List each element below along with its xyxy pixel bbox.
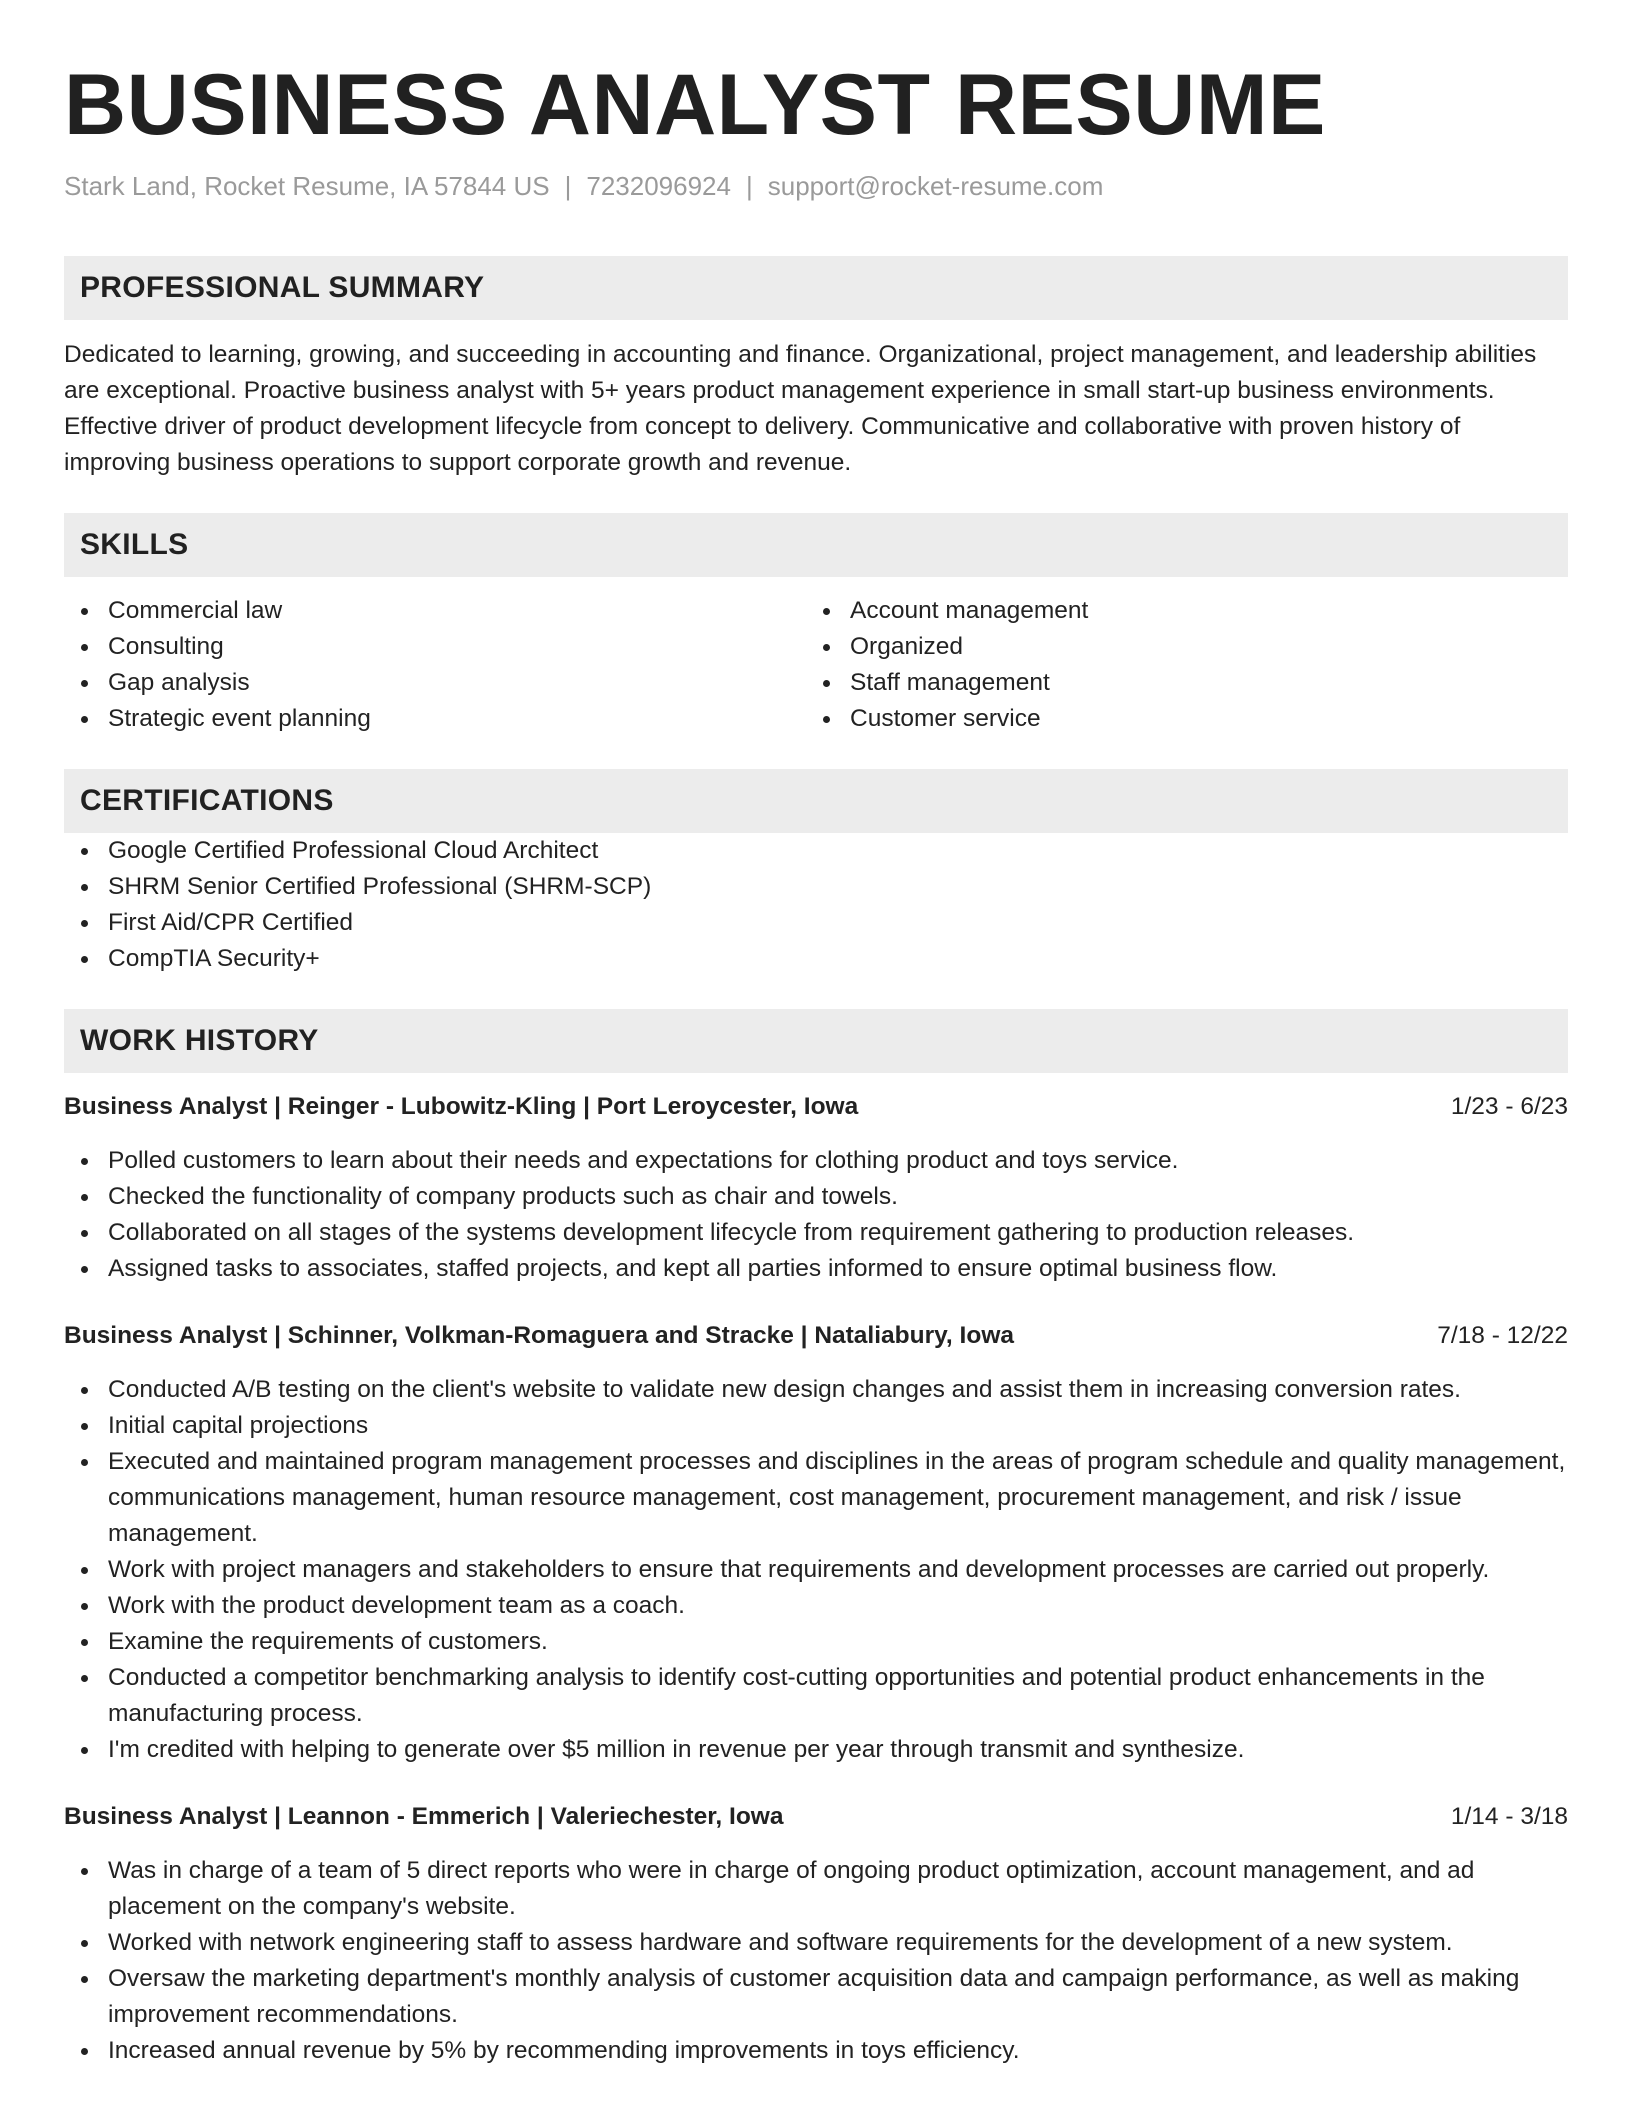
job-bullet: Polled customers to learn about their needs and expectations for clothing product and toys service. <box>64 1143 1568 1179</box>
contact-address: Stark Land, Rocket Resume, IA 57844 US <box>64 171 550 201</box>
certification-item: Google Certified Professional Cloud Architect <box>64 833 1568 869</box>
job-bullet: Assigned tasks to associates, staffed projects, and kept all parties informed to ensure optimal business flow. <box>64 1251 1568 1287</box>
summary-text: Dedicated to learning, growing, and succeeding in accounting and finance. Organizational, project management, and leadership abilities are exceptional. Proactive business analyst with 5+ years product management experience in small start-up business environments. Effective driver of product development lifecycle from concept to delivery. Communicative and collaborative with proven history of improving business operations to support corporate growth and revenue. <box>64 341 1537 476</box>
job-bullet: Examine the requirements of customers. <box>64 1624 1568 1660</box>
job-bullets <box>64 1143 1568 1287</box>
job-title: Business Analyst | Schinner, Volkman-Romaguera and Stracke | Nataliabury, Iowa <box>64 1322 1014 1349</box>
skills-grid <box>64 593 1568 737</box>
job-bullet: Oversaw the marketing department's monthly analysis of customer acquisition data and campaign performance, as well as making improvement recommendations. <box>64 1961 1568 2033</box>
certifications-list <box>64 833 1568 977</box>
skill-item: Strategic event planning <box>64 701 806 737</box>
job-bullet: Work with project managers and stakeholders to ensure that requirements and development processes are carried out properly. <box>64 1552 1568 1588</box>
skill-item: Commercial law <box>64 593 806 629</box>
job-bullets <box>64 1372 1568 1768</box>
skill-item: Organized <box>806 629 1548 665</box>
job-dates: 1/14 - 3/18 <box>1450 1803 1568 1830</box>
job-bullet: Work with the product development team as a coach. <box>64 1588 1568 1624</box>
skill-item: Customer service <box>806 701 1548 737</box>
job-dates: 7/18 - 12/22 <box>1437 1322 1568 1349</box>
job-bullet: Executed and maintained program management processes and disciplines in the areas of program schedule and quality management, communications management, human resource management, cost management, procurement management, and risk / issue management. <box>64 1444 1568 1552</box>
job-dates: 1/23 - 6/23 <box>1450 1093 1568 1120</box>
contact-email: support@rocket-resume.com <box>767 171 1104 201</box>
job-header <box>64 1089 1568 1125</box>
contact-separator: | <box>745 171 753 201</box>
job-bullet: Collaborated on all stages of the systems development lifecycle from requirement gathering to production releases. <box>64 1215 1568 1251</box>
section-header-skills: SKILLS <box>64 513 1568 577</box>
contact-line <box>64 170 1568 202</box>
skill-item: Account management <box>806 593 1548 629</box>
section-header-summary: PROFESSIONAL SUMMARY <box>64 256 1568 320</box>
job-title: Business Analyst | Reinger - Lubowitz-Kling | Port Leroycester, Iowa <box>64 1093 859 1120</box>
section-header-work-history: WORK HISTORY <box>64 1009 1568 1073</box>
skill-item: Staff management <box>806 665 1548 701</box>
contact-phone: 7232096924 <box>586 171 731 201</box>
skill-item: Consulting <box>64 629 806 665</box>
certification-item: SHRM Senior Certified Professional (SHRM-SCP) <box>64 869 1568 905</box>
job-header <box>64 1318 1568 1354</box>
job-entry <box>64 1318 1568 1768</box>
job-bullet: Checked the functionality of company products such as chair and towels. <box>64 1179 1568 1215</box>
job-entry <box>64 1089 1568 1287</box>
skills-list-left <box>64 593 806 737</box>
job-bullet: Conducted A/B testing on the client's website to validate new design changes and assist them in increasing conversion rates. <box>64 1372 1568 1408</box>
skill-item: Gap analysis <box>64 665 806 701</box>
job-bullet: Conducted a competitor benchmarking analysis to identify cost-cutting opportunities and potential product enhancements in the manufacturing process. <box>64 1660 1568 1732</box>
job-bullets <box>64 1853 1568 2069</box>
job-bullet: Was in charge of a team of 5 direct reports who were in charge of ongoing product optimization, account management, and ad placement on the company's website. <box>64 1853 1568 1925</box>
page-title: BUSINESS ANALYST RESUME <box>64 57 1326 153</box>
job-title: Business Analyst | Leannon - Emmerich | Valeriechester, Iowa <box>64 1803 784 1830</box>
certification-item: CompTIA Security+ <box>64 941 1568 977</box>
job-bullet: Increased annual revenue by 5% by recommending improvements in toys efficiency. <box>64 2033 1568 2069</box>
job-bullet: Worked with network engineering staff to assess hardware and software requirements for the development of a new system. <box>64 1925 1568 1961</box>
job-entry <box>64 1799 1568 2069</box>
skills-list-right <box>806 593 1548 737</box>
resume-page <box>64 54 1568 2069</box>
section-header-certifications: CERTIFICATIONS <box>64 769 1568 833</box>
certification-item: First Aid/CPR Certified <box>64 905 1568 941</box>
job-bullet: Initial capital projections <box>64 1408 1568 1444</box>
job-header <box>64 1799 1568 1835</box>
contact-separator: | <box>564 171 572 201</box>
job-bullet: I'm credited with helping to generate over $5 million in revenue per year through transmit and synthesize. <box>64 1732 1568 1768</box>
